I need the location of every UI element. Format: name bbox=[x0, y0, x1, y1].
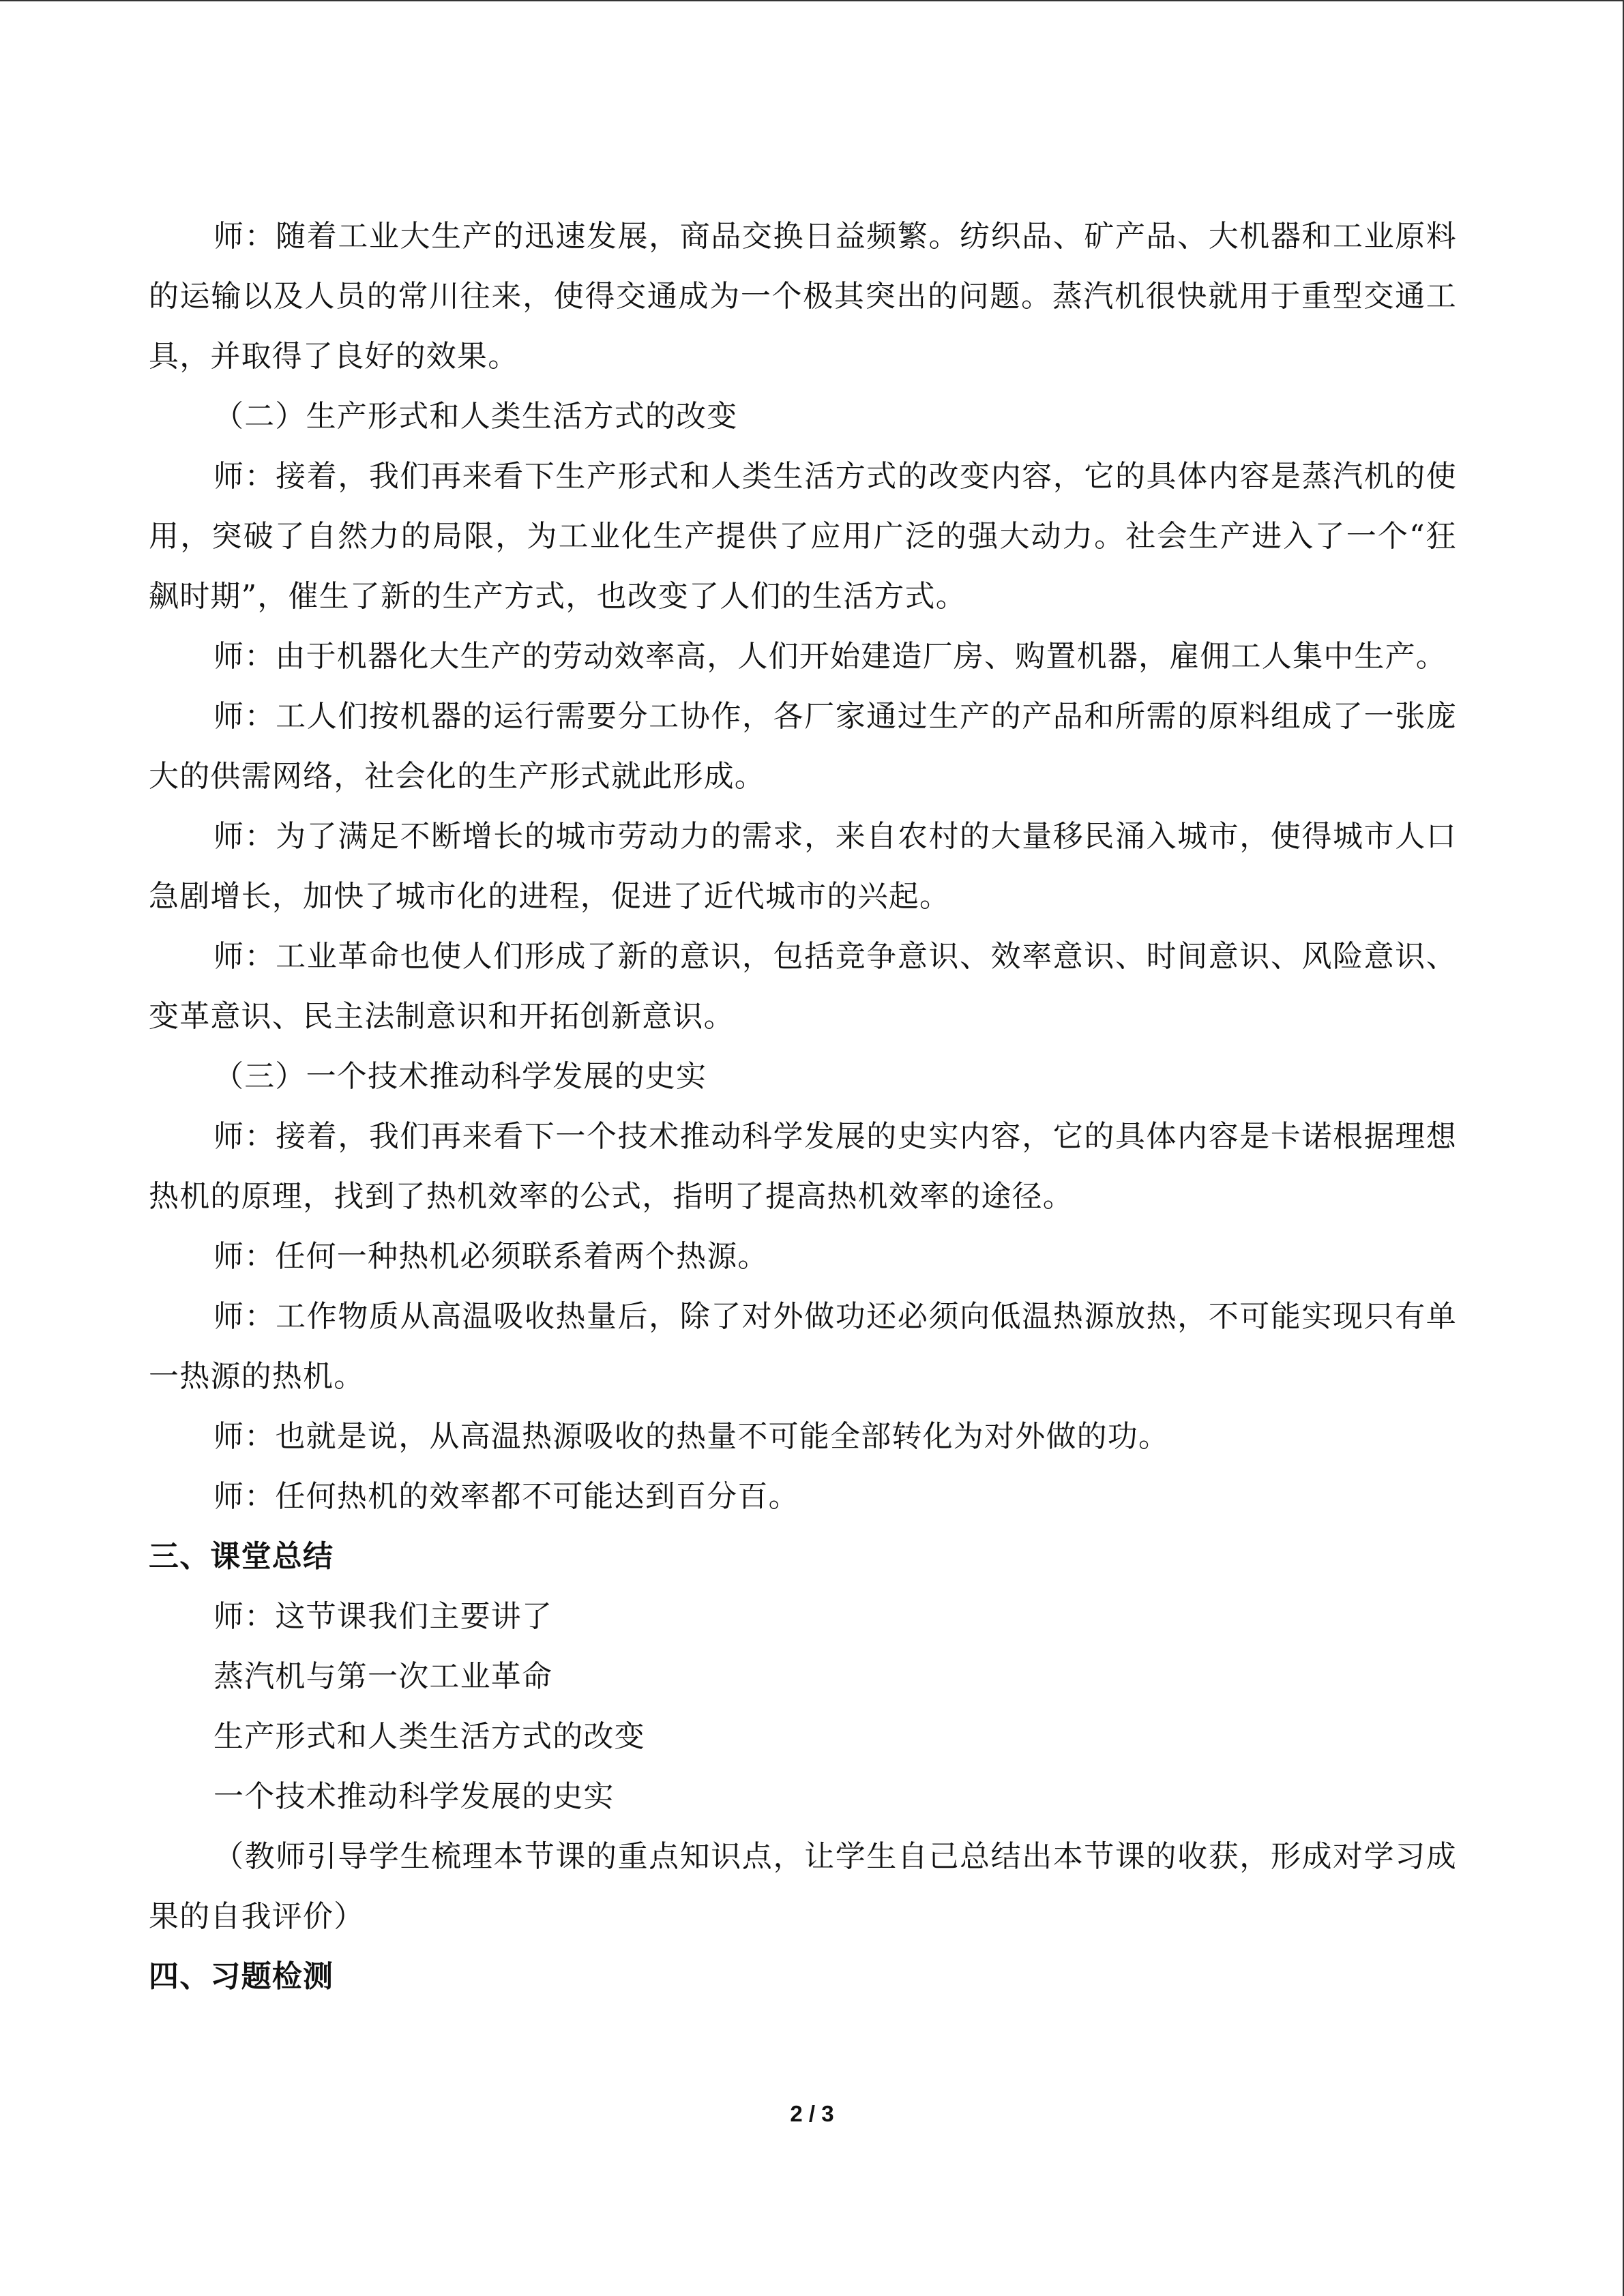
body-paragraph: 师：工业革命也使人们形成了新的意识，包括竞争意识、效率意识、时间意识、风险意识、变革意识、民主法制意识和开拓创新意识。 bbox=[149, 939, 1457, 1034]
body-paragraph: 师：随着工业大生产的迅速发展，商品交换日益频繁。纺织品、矿产品、大机器和工业原料的运输以及人员的常川往来，使得交通成为一个极其突出的问题。蒸汽机很快就用于重型交通工具，并取得了良好的效果。 bbox=[149, 219, 1457, 374]
body-paragraph: 师：工人们按机器的运行需要分工协作，各厂家通过生产的产品和所需的原料组成了一张庞大的供需网络，社会化的生产形式就此形成。 bbox=[149, 699, 1457, 794]
body-paragraph: 师：任何一种热机必须联系着两个热源。 bbox=[213, 1239, 769, 1274]
section-heading-exercises: 四、习题检测 bbox=[149, 1959, 334, 1994]
summary-item: 蒸汽机与第一次工业革命 bbox=[213, 1659, 553, 1694]
body-paragraph: 师：这节课我们主要讲了 bbox=[213, 1599, 553, 1634]
summary-item: 生产形式和人类生活方式的改变 bbox=[213, 1719, 645, 1754]
body-paragraph: 师：接着，我们再来看下生产形式和人类生活方式的改变内容，它的具体内容是蒸汽机的使用，突破了自然力的局限，为工业化生产提供了应用广泛的强大动力。社会生产进入了一个“狂飙时期”，催生了新的生产方式，也改变了人们的生活方式。 bbox=[149, 459, 1457, 614]
summary-item: 一个技术推动科学发展的史实 bbox=[213, 1779, 615, 1814]
body-paragraph: 师：由于机器化大生产的劳动效率高，人们开始建造厂房、购置机器，雇佣工人集中生产。 bbox=[213, 639, 1447, 674]
page-content bbox=[149, 207, 1457, 2007]
sub-heading: （二）生产形式和人类生活方式的改变 bbox=[213, 399, 738, 434]
body-paragraph: （教师引导学生梳理本节课的重点知识点，让学生自己总结出本节课的收获，形成对学习成果的自我评价） bbox=[149, 1839, 1457, 1934]
sub-heading: （三）一个技术推动科学发展的史实 bbox=[213, 1059, 707, 1094]
page-number: 2 / 3 bbox=[790, 2101, 834, 2126]
section-heading-summary: 三、课堂总结 bbox=[149, 1539, 334, 1574]
body-paragraph: 师：为了满足不断增长的城市劳动力的需求，来自农村的大量移民涌入城市，使得城市人口急剧增长，加快了城市化的进程，促进了近代城市的兴起。 bbox=[149, 819, 1457, 914]
body-paragraph: 师：任何热机的效率都不可能达到百分百。 bbox=[213, 1479, 799, 1514]
body-paragraph: 师：工作物质从高温吸收热量后，除了对外做功还必须向低温热源放热，不可能实现只有单一热源的热机。 bbox=[149, 1299, 1457, 1394]
body-paragraph: 师：也就是说，从高温热源吸收的热量不可能全部转化为对外做的功。 bbox=[213, 1419, 1170, 1454]
body-paragraph: 师：接着，我们再来看下一个技术推动科学发展的史实内容，它的具体内容是卡诺根据理想热机的原理，找到了热机效率的公式，指明了提高热机效率的途径。 bbox=[149, 1119, 1457, 1214]
